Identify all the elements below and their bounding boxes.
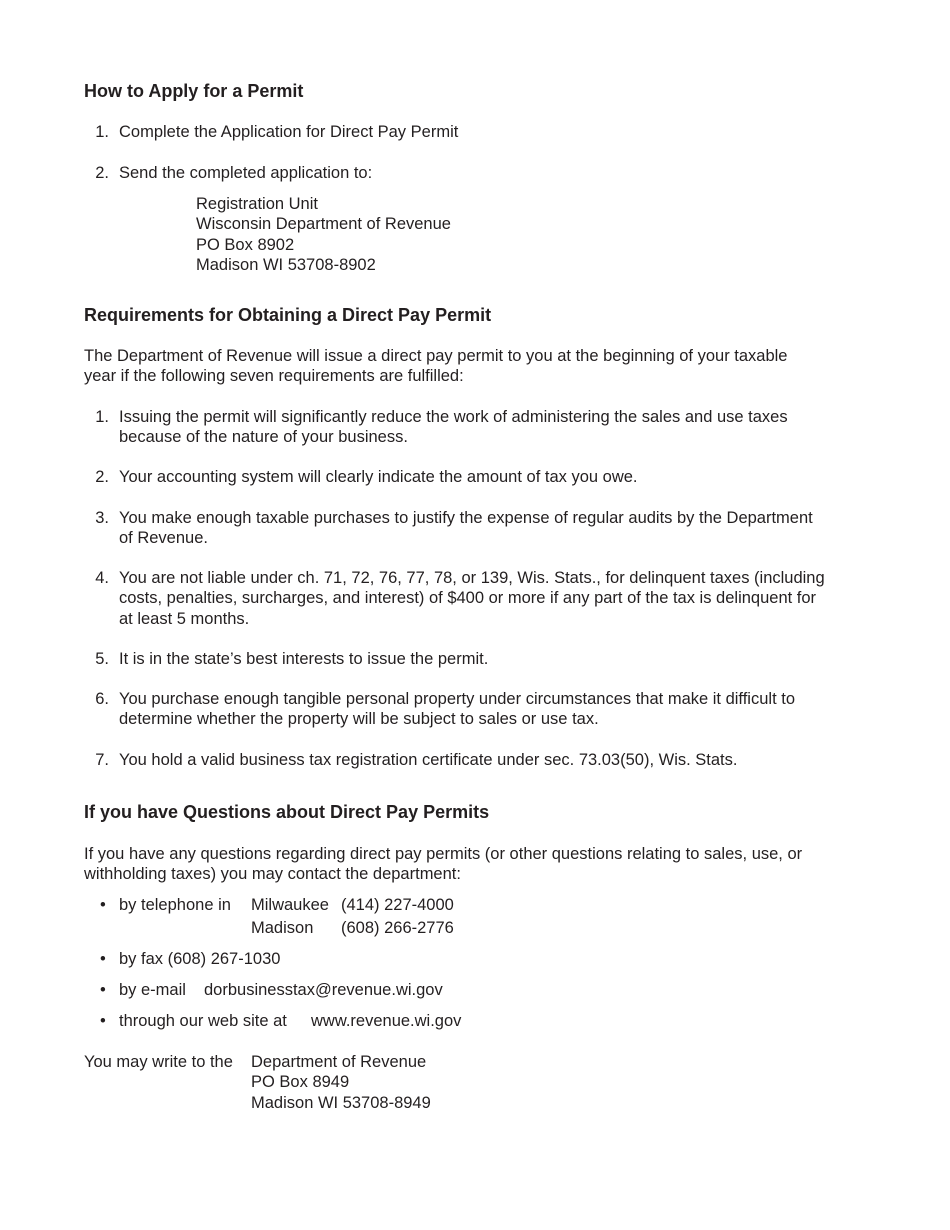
telephone-city: Madison xyxy=(251,919,314,937)
web-label: through our web site at xyxy=(119,1012,287,1030)
telephone-city: Milwaukee xyxy=(251,896,329,914)
requirement-number: 3. xyxy=(95,509,109,527)
requirement-text xyxy=(119,407,788,448)
requirement-text xyxy=(119,467,638,487)
bullet-icon: • xyxy=(100,950,106,968)
requirement-text xyxy=(119,689,795,730)
requirement-line: It is in the state’s best interests to issue the permit. xyxy=(119,650,489,668)
requirement-line: Issuing the permit will significantly reduce the work of administering the sales and use taxes xyxy=(119,408,788,426)
telephone-label: by telephone in xyxy=(119,896,231,914)
address-line: PO Box 8902 xyxy=(196,235,295,254)
requirement-text xyxy=(119,568,825,629)
requirement-number: 2. xyxy=(95,468,109,486)
intro-line: If you have any questions regarding direct pay permits (or other questions relating to sales, use, or xyxy=(84,845,803,863)
telephone-number: (414) 227-4000 xyxy=(341,896,454,914)
address-line: Department of Revenue xyxy=(251,1053,427,1071)
requirement-text xyxy=(119,508,813,549)
fax-text: by fax (608) 267-1030 xyxy=(119,950,281,968)
apply-step-number: 1. xyxy=(95,123,109,141)
requirement-line: You hold a valid business tax registration certificate under sec. 73.03(50), Wis. Stats. xyxy=(119,751,738,769)
requirement-line: You are not liable under ch. 71, 72, 76, 77, 78, or 139, Wis. Stats., for delinquent taxes (including xyxy=(119,569,825,587)
questions-heading: If you have Questions about Direct Pay Permits xyxy=(84,802,490,822)
address-line: Madison WI 53708-8902 xyxy=(196,255,376,274)
web-address[interactable]: www.revenue.wi.gov xyxy=(311,1012,462,1030)
address-line: Wisconsin Department of Revenue xyxy=(196,215,451,234)
requirement-text xyxy=(119,649,488,669)
requirement-line: determine whether the property will be subject to sales or use tax. xyxy=(119,710,599,729)
bullet-icon: • xyxy=(100,896,106,914)
intro-line: year if the following seven requirements are fulfilled: xyxy=(84,367,464,386)
bullet-icon: • xyxy=(100,981,106,999)
apply-step-text: Send the completed application to: xyxy=(119,164,373,182)
requirement-line: You purchase enough tangible personal property under circumstances that make it difficult to xyxy=(119,690,795,708)
telephone-number: (608) 266-2776 xyxy=(341,919,454,937)
requirements-intro xyxy=(84,346,787,387)
intro-line: withholding taxes) you may contact the department: xyxy=(84,865,461,884)
email-address[interactable]: dorbusinesstax@revenue.wi.gov xyxy=(204,981,443,999)
requirement-number: 1. xyxy=(95,408,109,426)
write-address xyxy=(251,1052,431,1113)
write-label: You may write to the xyxy=(84,1053,233,1071)
address-line: PO Box 8949 xyxy=(251,1073,350,1092)
requirement-line: of Revenue. xyxy=(119,529,208,548)
address-line: Registration Unit xyxy=(196,195,318,213)
requirement-text xyxy=(119,750,737,770)
requirement-line: because of the nature of your business. xyxy=(119,428,408,447)
questions-intro xyxy=(84,844,802,885)
address-line: Madison WI 53708-8949 xyxy=(251,1093,431,1112)
requirement-number: 7. xyxy=(95,751,109,769)
requirement-number: 4. xyxy=(95,569,109,587)
bullet-icon: • xyxy=(100,1012,106,1030)
requirement-line: at least 5 months. xyxy=(119,609,250,628)
requirement-number: 6. xyxy=(95,690,109,708)
requirement-number: 5. xyxy=(95,650,109,668)
apply-heading: How to Apply for a Permit xyxy=(84,81,304,101)
requirements-heading: Requirements for Obtaining a Direct Pay Permit xyxy=(84,305,492,325)
requirement-line: You make enough taxable purchases to justify the expense of regular audits by the Department xyxy=(119,509,813,527)
apply-step-text: Complete the Application for Direct Pay Permit xyxy=(119,123,459,141)
requirement-line: Your accounting system will clearly indicate the amount of tax you owe. xyxy=(119,468,638,486)
apply-step-number: 2. xyxy=(95,164,109,182)
requirement-line: costs, penalties, surcharges, and interest) of $400 or more if any part of the tax is delinquent for xyxy=(119,589,817,608)
email-label: by e-mail xyxy=(119,981,186,999)
intro-line: The Department of Revenue will issue a direct pay permit to you at the beginning of your taxable xyxy=(84,347,788,365)
registration-address xyxy=(196,194,451,275)
